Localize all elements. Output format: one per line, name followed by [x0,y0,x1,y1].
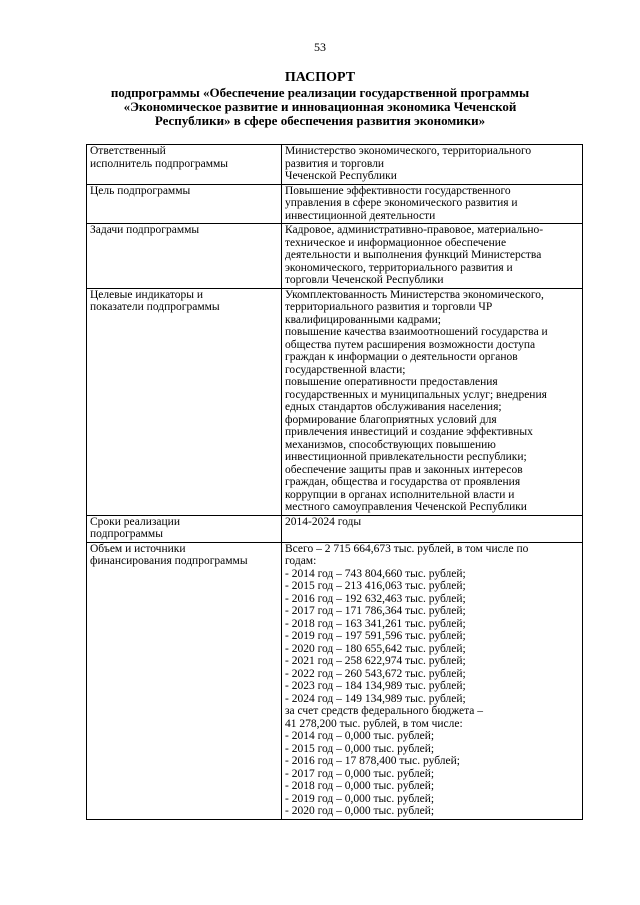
row-label-line: Сроки реализации [90,515,180,528]
passport-table [86,144,583,820]
table-row [87,224,583,289]
row-value-line: - 2015 год – 0,000 тыс. рублей; [285,742,435,755]
row-value-line: общества путем расширения возможности доступа [285,338,536,351]
row-value-line: торговли Чеченской Республики [285,274,444,286]
row-label-line: показатели подпрограммы [90,301,220,313]
row-label-line: Задачи подпрограммы [90,224,200,236]
row-value-line: годам: [285,555,317,567]
row-value-line: - 2014 год – 0,000 тыс. рублей; [285,730,435,742]
row-value-line: - 2020 год – 0,000 тыс. рублей; [285,805,435,817]
document-subtitle [60,86,580,128]
row-label-cell [87,542,282,819]
row-value-line: - 2020 год – 180 655,642 тыс. рублей; [285,642,466,655]
table-row [87,184,583,224]
row-value-cell [282,224,583,289]
row-label-cell [87,515,282,542]
row-value-cell [282,542,583,819]
row-value-line: управления в сфере экономического развития и [285,197,518,209]
row-value-line: - 2021 год – 258 622,974 тыс. рублей; [285,655,466,667]
subtitle-line: подпрограммы «Обеспечение реализации государственной программы [110,85,530,100]
row-value-line: повышение качества взаимоотношений государства и [285,326,548,338]
table-row [87,542,583,819]
row-label-cell [87,288,282,515]
row-value-line: - 2016 год – 192 632,463 тыс. рублей; [285,592,466,605]
row-value-line: - 2023 год – 184 134,989 тыс. рублей; [285,680,466,692]
row-value-line: 2014-2024 годы [285,515,362,528]
row-value-line: коррупции в органах исполнительной власти и [285,488,515,501]
row-value-line: граждан, общества и государства от проявления [285,476,521,488]
row-label-line: Объем и источники [90,542,186,555]
table-row [87,515,583,542]
row-value-cell [282,184,583,224]
row-value-line: - 2017 год – 171 786,364 тыс. рублей; [285,605,466,617]
page-number: 53 [314,40,326,54]
row-label-line: Ответственный [90,145,166,157]
row-value-cell [282,288,583,515]
row-value-line: Чеченской Республики [285,170,397,182]
row-value-line: - 2024 год – 149 134,989 тыс. рублей; [285,692,466,705]
row-value-line: - 2015 год – 213 416,063 тыс. рублей; [285,580,466,592]
row-value-cell [282,515,583,542]
row-label-line: Цель подпрограммы [90,184,191,197]
row-value-line: формирование благоприятных условий для [285,413,497,426]
row-value-line: государственной власти; [285,363,406,376]
row-value-line: Повышение эффективности государственного [285,184,511,197]
row-value-line: за счет средств федерального бюджета – [285,705,484,717]
row-value-line: повышение оперативности предоставления [285,376,498,388]
row-value-line: Всего – 2 715 664,673 тыс. рублей, в том числе по [285,542,529,555]
row-value-line: механизмов, способствующих повышению [285,438,496,451]
row-label-cell [87,224,282,289]
row-value-line: местного самоуправления Чеченской Республики [285,501,527,513]
row-value-line: развития и торговли [285,157,385,170]
subtitle-line: Республики» в сфере обеспечения развития экономики» [154,113,486,128]
row-label-line: подпрограммы [90,528,163,540]
row-value-line: Укомплектованность Министерства экономического, [285,288,544,301]
table-row [87,288,583,515]
subtitle-line: «Экономическое развитие и инновационная экономика Чеченской [123,99,517,114]
row-value-line: привлечения инвестиций и создание эффективных [285,426,533,438]
row-label-line: исполнитель подпрограммы [90,157,228,170]
row-value-line: обеспечение защиты прав и законных интересов [285,463,523,476]
row-value-line: едных стандартов обслуживания населения; [285,401,502,413]
row-value-line: инвестиционной деятельности [285,209,436,222]
row-value-line: - 2019 год – 0,000 тыс. рублей; [285,792,435,805]
row-value-line: Кадровое, административно-правовое, материально- [285,224,544,236]
row-label-line: финансирования подпрограммы [90,555,248,567]
document-title: ПАСПОРТ [284,70,356,85]
row-label-cell [87,184,282,224]
row-label-line: Целевые индикаторы и [90,288,204,301]
row-value-line: - 2018 год – 163 341,261 тыс. рублей; [285,617,466,630]
row-value-line: - 2014 год – 743 804,660 тыс. рублей; [285,567,466,580]
row-value-line: территориального развития и торговли ЧР [285,301,493,313]
row-value-line: граждан к информации о деятельности органов [285,351,518,363]
row-value-line: инвестиционной привлекательности республики; [285,451,527,463]
row-value-line: - 2018 год – 0,000 тыс. рублей; [285,780,435,792]
row-value-line: - 2019 год – 197 591,596 тыс. рублей; [285,630,466,642]
row-value-cell [282,145,583,185]
row-label-cell [87,145,282,185]
row-value-line: квалифицированными кадрами; [285,313,441,326]
row-value-line: техническое и информационное обеспечение [285,236,507,249]
row-value-line: государственных и муниципальных услуг; внедрения [285,388,547,401]
row-value-line: - 2022 год – 260 543,672 тыс. рублей; [285,667,466,680]
row-value-line: - 2017 год – 0,000 тыс. рублей; [285,767,435,780]
table-row [87,145,583,185]
row-value-line: экономического, территориального развития и [285,261,513,274]
row-value-line: Министерство экономического, территориального [285,145,532,157]
row-value-line: - 2016 год – 17 878,400 тыс. рублей; [285,755,460,767]
row-value-line: 41 278,200 тыс. рублей, в том числе: [285,717,463,730]
row-value-line: деятельности и выполнения функций Министерства [285,249,542,261]
